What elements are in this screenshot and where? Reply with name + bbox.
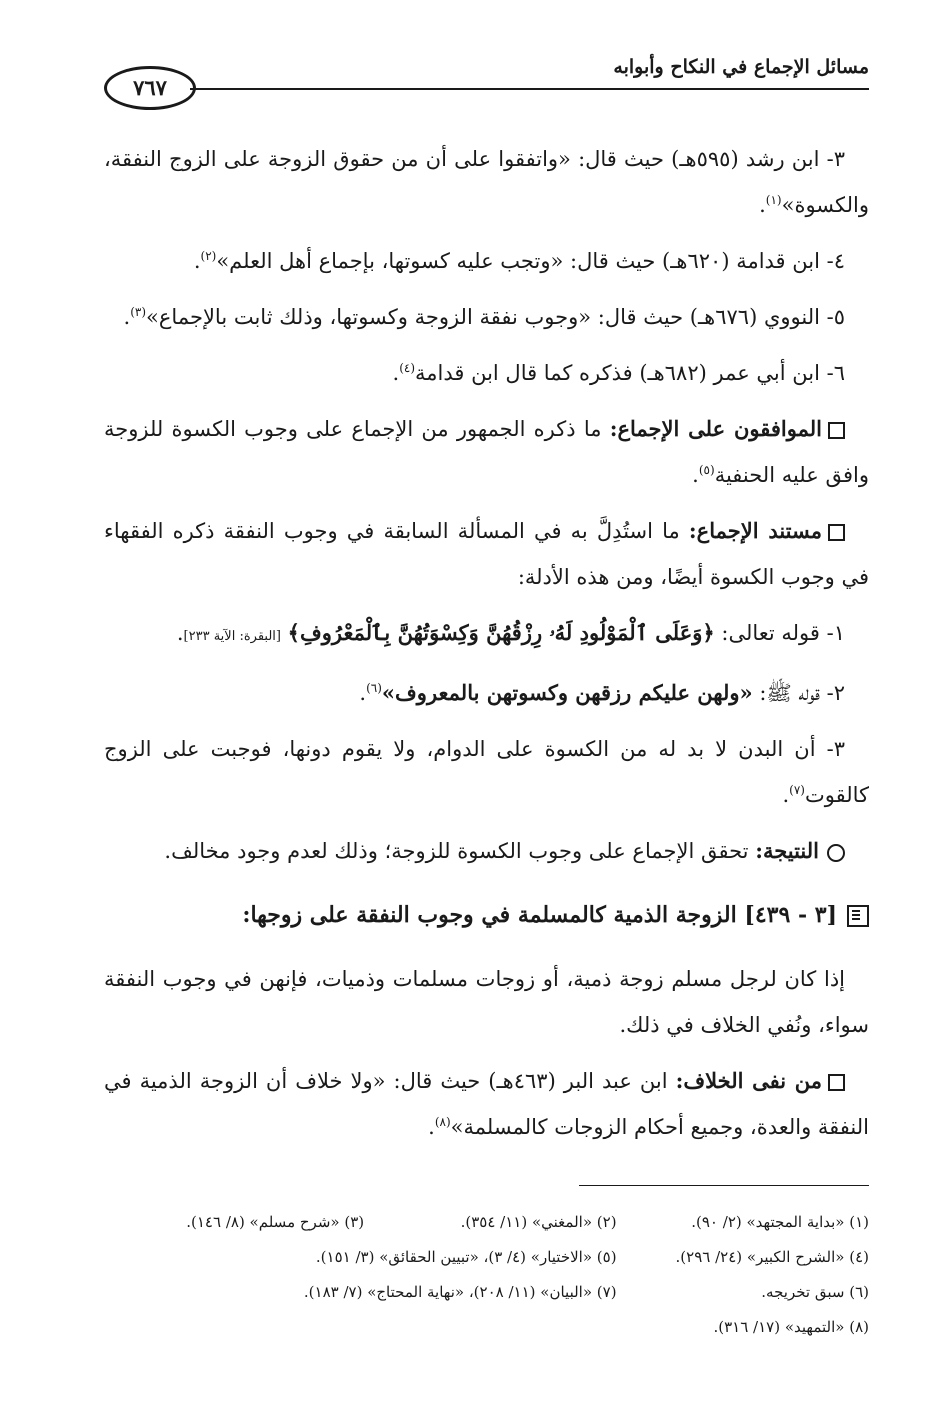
- footnote-ref[interactable]: (٤): [399, 361, 416, 375]
- footnote: (٥) «الاختيار» (٤/ ٣)، «تبيين الحقائق» (٣/ ١٥١).: [315, 1247, 617, 1266]
- footnote: (٣) «شرح مسلم» (٨/ ١٤٦).: [186, 1212, 365, 1231]
- denial-paragraph: من نفى الخلاف: ابن عبد البر (٤٦٣هـ) حيث قال: «ولا خلاف أن الزوجة الذمية في النفقة والعدة، وجميع أحكام الزوجات كالمسلمة»$^{(٨)}$.: [104, 1068, 869, 1139]
- evidence-item: ٣- أن البدن لا بد له من الكسوة على الدوام، ولا يقوم دونها، فوجبت على الزوج كالقوت$^{(٧)}$.: [104, 737, 869, 807]
- footnote-row: [104, 1309, 869, 1344]
- footnote-ref[interactable]: (٢): [200, 249, 217, 263]
- list-item: ٥- النووي (٦٧٦هـ) حيث قال: «وجوب نفقة الزوجة وكسوتها، وذلك ثابت بالإجماع»$^{(٣)}$.: [123, 305, 845, 329]
- basis-paragraph: مستند الإجماع: ما استُدِلَّ به في المسألة السابقة في وجوب النفقة ذكره الفقهاء في وجوب الكسوة أيضًا، ومن هذه الأدلة:: [104, 518, 869, 589]
- agreeing-label: الموافقون على الإجماع:: [609, 416, 822, 441]
- footnote-ref[interactable]: (٦): [366, 681, 382, 695]
- footnote: (٤) «الشرح الكبير» (٢٤/ ٢٩٦).: [675, 1247, 869, 1266]
- basis-label: مستند الإجماع:: [688, 518, 822, 543]
- list-item: ٦- ابن أبي عمر (٦٨٢هـ) فذكره كما قال ابن قدامة$^{(٤)}$.: [392, 361, 845, 385]
- footnotes: [104, 1204, 869, 1344]
- page-number: ٧٦٧: [104, 66, 196, 110]
- footnote-ref[interactable]: (٨): [434, 1115, 451, 1129]
- footnote-ref[interactable]: (٧): [789, 783, 805, 797]
- square-bullet-icon: [828, 422, 845, 439]
- list-item: ٣- ابن رشد (٥٩٥هـ) حيث قال: «واتفقوا على أن من حقوق الزوجة على الزوج النفقة، والكسوة»$^{(١)}$.: [104, 147, 869, 217]
- result-label: النتيجة:: [755, 838, 819, 863]
- result-paragraph: النتيجة: تحقق الإجماع على وجوب الكسوة للزوجة؛ وذلك لعدم وجود مخالف.: [104, 828, 869, 874]
- square-bullet-icon: [828, 524, 845, 541]
- footnote-row: [104, 1204, 869, 1239]
- denial-label: من نفى الخلاف:: [675, 1068, 822, 1093]
- footnote-ref[interactable]: (٣): [130, 305, 147, 319]
- footnote-row: [104, 1274, 869, 1309]
- main-text: [104, 136, 869, 1160]
- evidence-item: ١- قوله تعالى: ﴿وَعَلَى ٱلْمَوْلُودِ لَهُۥ رِزْقُهُنَّ وَكِسْوَتُهُنَّ بِٱلْمَعْرُوفِ﴾ [البقرة: الآية ٢٣٣].: [176, 620, 845, 645]
- footnote-rule: [579, 1185, 869, 1186]
- hadith-text: «ولهن عليكم رزقهن وكسوتهن بالمعروف»: [381, 680, 753, 705]
- verse-reference: [البقرة: الآية ٢٣٣]: [183, 629, 281, 644]
- header-rule: [190, 88, 869, 90]
- footnote: (٢) «المغني» (١١/ ٣٥٤).: [460, 1212, 617, 1231]
- quran-verse: ﴿وَعَلَى ٱلْمَوْلُودِ لَهُۥ رِزْقُهُنَّ وَكِسْوَتُهُنَّ بِٱلْمَعْرُوفِ﴾: [287, 620, 715, 645]
- square-bullet-icon: [828, 1074, 845, 1091]
- footnote-row: [104, 1239, 869, 1274]
- footnote: (٨) «التمهيد» (١٧/ ٣١٦).: [713, 1317, 869, 1336]
- footnote: (١) «بداية المجتهد» (٢/ ٩٠).: [691, 1212, 869, 1231]
- footnote-ref[interactable]: (٥): [698, 463, 715, 477]
- list-item: ٤- ابن قدامة (٦٢٠هـ) حيث قال: «وتجب عليه كسوتها، بإجماع أهل العلم»$^{(٢)}$.: [193, 249, 845, 273]
- circle-bullet-icon: [827, 844, 845, 862]
- section-heading: [104, 892, 869, 938]
- footnote: (٦) سبق تخريجه.: [761, 1282, 869, 1301]
- evidence-item: ٢- قوله ﷺ: «ولهن عليكم رزقهن وكسوتهن بالمعروف»$^{(٦)}$.: [359, 680, 845, 705]
- section-number: [٣ - ٤٣٩]: [744, 902, 837, 928]
- agreeing-paragraph: الموافقون على الإجماع: ما ذكره الجمهور من الإجماع على وجوب الكسوة للزوجة وافق عليه الحنفية$^{(٥)}$.: [104, 416, 869, 487]
- footnote: (٧) «البيان» (١١/ ٢٠٨)، «نهاية المحتاج» (٧/ ١٨٣).: [303, 1282, 617, 1301]
- running-title: مسائل الإجماع في النكاح وأبوابه: [613, 56, 869, 78]
- document-icon: [847, 905, 869, 927]
- section-title: الزوجة الذمية كالمسلمة في وجوب النفقة على زوجها:: [242, 902, 737, 928]
- footnote-ref[interactable]: (١): [765, 193, 782, 207]
- section-intro: إذا كان لرجل مسلم زوجة ذمية، أو زوجات مسلمات وذميات، فإنهن في وجوب النفقة سواء، ونُفي الخلاف في ذلك.: [104, 967, 869, 1037]
